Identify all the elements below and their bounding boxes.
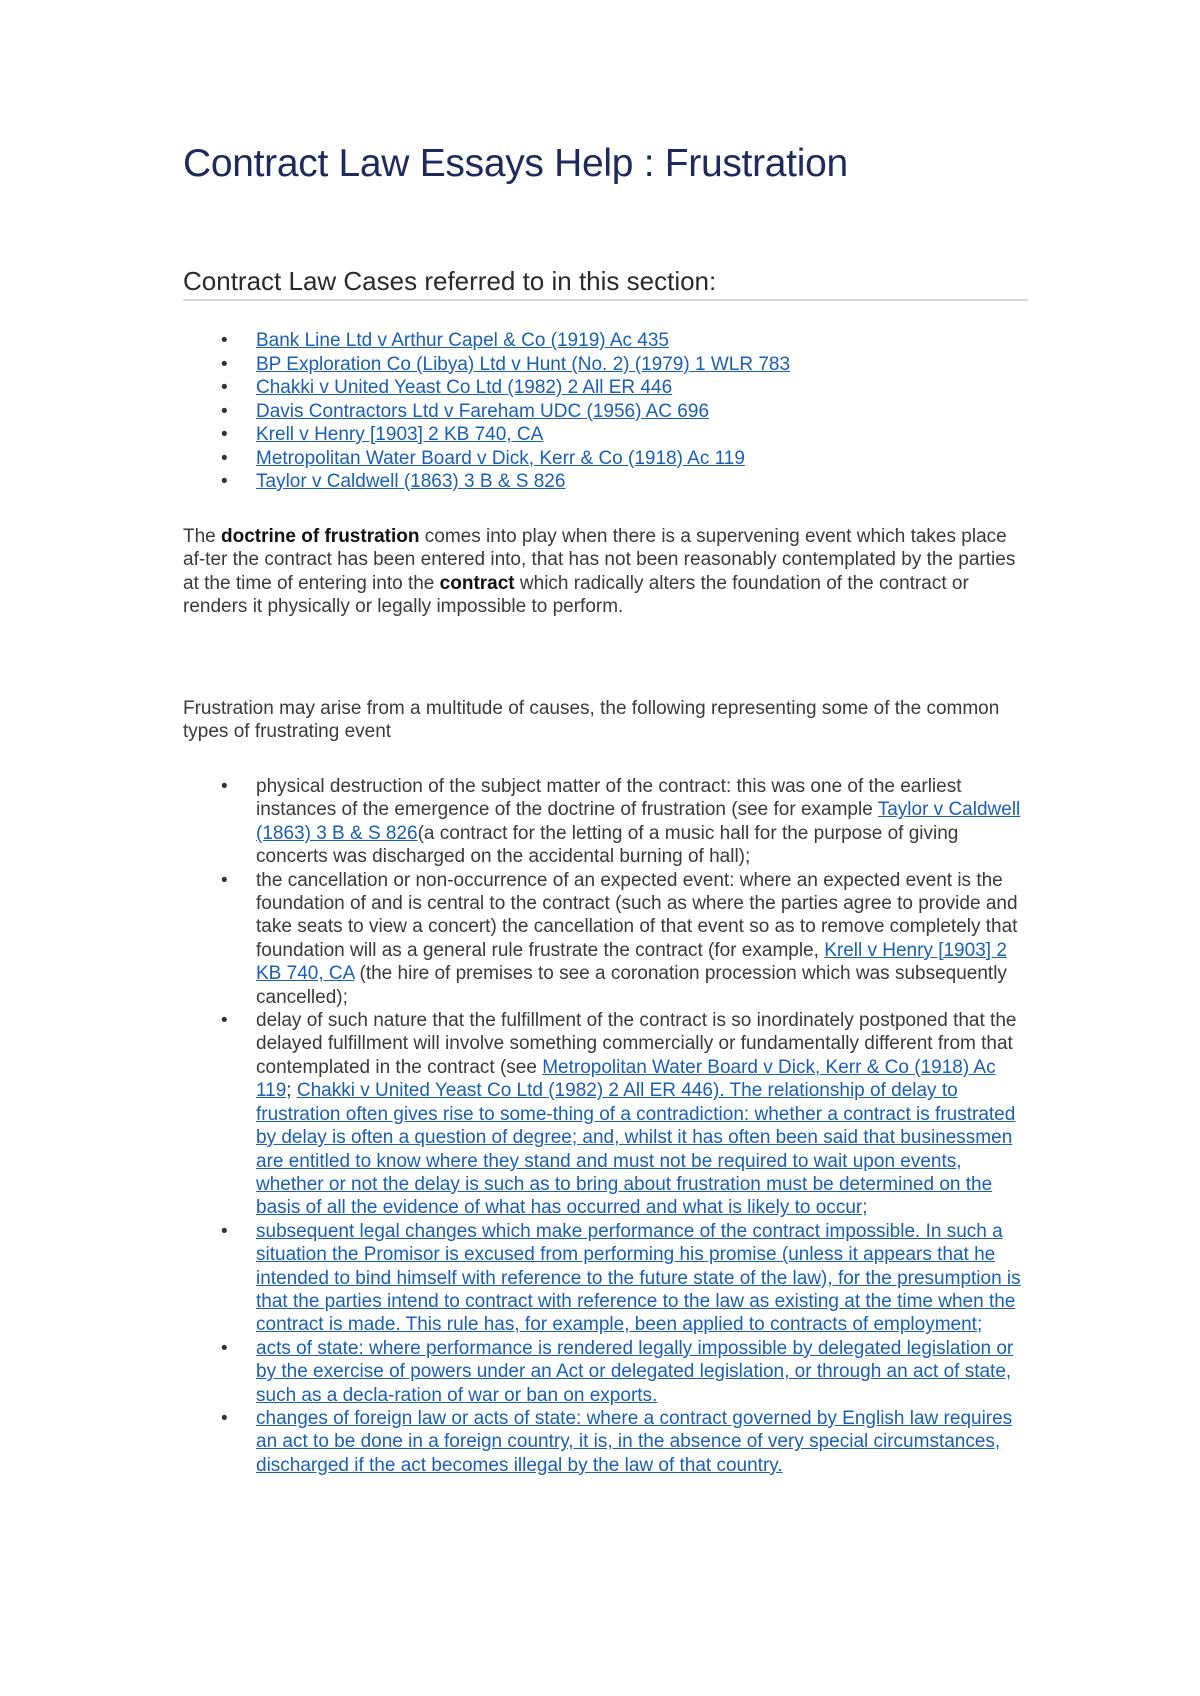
doctrine-bold: doctrine of frustration xyxy=(221,526,420,547)
case-link-taylor-v-caldwell[interactable]: Taylor v Caldwell (1863) 3 B & S 826 xyxy=(256,471,566,492)
cases-heading: Contract Law Cases referred to in this section: xyxy=(183,266,1028,301)
case-link-metropolitan-water-board-inline[interactable]: Metropolitan Water Board v Dick, Kerr & Co (1918) Ac 119 xyxy=(256,1056,996,1102)
case-link-chakki-inline[interactable]: Chakki v United Yeast Co Ltd (1982) 2 All ER 446). The relationship of delay to frustration often gives rise to some-thing of a contradiction: whether a contract is frustrated by delay is often a question of degree; and, whilst it has often been said that businessmen are entitled to know where they stand and must not be required to wait upon events, whether or not the delay is such as to bring about frustration must be determined on the basis of all the evidence of what has occurred and what is likely to occur; xyxy=(256,1080,1016,1219)
list-item xyxy=(183,447,790,471)
cases-list xyxy=(183,329,790,494)
case-link-krell-v-henry-inline[interactable]: Krell v Henry [1903] 2 KB 740, CA xyxy=(256,939,1007,985)
event-text: (the hire of premises to see a coronation procession which was subsequently cancelled); xyxy=(256,963,1007,1008)
intro-text: The xyxy=(183,526,222,547)
bullet-icon: • xyxy=(221,400,228,422)
case-link-bp-exploration[interactable]: BP Exploration Co (Libya) Ltd v Hunt (No. 2) (1979) 1 WLR 783 xyxy=(256,353,791,375)
bullet-icon: • xyxy=(221,1010,228,1032)
frustrating-events-list xyxy=(183,775,1028,1477)
list-item xyxy=(183,1407,1028,1477)
event-text: (a contract for the letting of a music hall for the purpose of giving concerts was discharged on the accidental burning of hall); xyxy=(256,822,959,868)
list-item xyxy=(183,1220,1028,1337)
list-item xyxy=(183,353,790,377)
causes-intro-paragraph: Frustration may arise from a multitude of causes, the following representing some of the common types of frustrating event xyxy=(183,698,1000,743)
event-link-acts-of-state[interactable]: acts of state: where performance is rendered legally impossible by delegated legislation or by the exercise of powers under an Act or delegated legislation, or through an act of state, such as a decla-ration of war or ban on exports. xyxy=(256,1337,1014,1406)
list-item xyxy=(183,329,790,353)
event-text: physical destruction of the subject matter of the contract: this was one of the earliest instances of the emergence of the doctrine of frustration (see for example xyxy=(256,776,962,821)
intro-text: which radically alters the foundation of the contract or renders it physically or legally impossible to perform. xyxy=(183,572,969,617)
intro-paragraph xyxy=(183,525,1028,618)
bullet-icon: • xyxy=(221,330,228,351)
list-item xyxy=(183,1009,1028,1220)
bullet-icon: • xyxy=(221,869,228,891)
contract-bold: contract xyxy=(439,572,515,594)
list-item xyxy=(183,869,1028,1009)
bullet-icon: • xyxy=(221,1220,228,1242)
list-item xyxy=(183,1337,1028,1407)
event-text: the cancellation or non-occurrence of an expected event: where an expected event is the foundation of and is central to the contract (such as where the parties agree to provide and take seats to view a concert) the cancellation of that event so as to remove completely that foundation will as a general rule frustrate the contract (for example, xyxy=(256,869,1018,961)
page-title: Contract Law Essays Help : Frustration xyxy=(183,142,848,185)
separator: ; xyxy=(286,1080,297,1102)
intro-text: comes into play when there is a supervening event which takes place af-ter the contract has been entered into, that has not been reasonably contemplated by the parties at the time of entering into the xyxy=(183,526,1016,594)
bullet-icon: • xyxy=(221,447,228,469)
case-link-chakki[interactable]: Chakki v United Yeast Co Ltd (1982) 2 All ER 446 xyxy=(256,377,673,398)
case-link-bank-line[interactable]: Bank Line Ltd v Arthur Capel & Co (1919) Ac 435 xyxy=(256,330,669,351)
list-item xyxy=(183,400,790,424)
case-link-davis-contractors[interactable]: Davis Contractors Ltd v Fareham UDC (1956) AC 696 xyxy=(256,400,710,422)
bullet-icon: • xyxy=(221,471,228,492)
bullet-icon: • xyxy=(221,424,228,445)
event-link-foreign-law[interactable]: changes of foreign law or acts of state: where a contract governed by English law requires an act to be done in a foreign country, it is, in the absence of very special circumstances, discharged if the act becomes illegal by the law of that country. xyxy=(256,1407,1013,1476)
list-item xyxy=(183,376,790,400)
list-item xyxy=(183,775,1028,869)
list-item xyxy=(183,470,790,494)
case-link-metropolitan-water-board[interactable]: Metropolitan Water Board v Dick, Kerr & Co (1918) Ac 119 xyxy=(256,447,745,469)
case-link-krell-v-henry[interactable]: Krell v Henry [1903] 2 KB 740, CA xyxy=(256,424,544,445)
bullet-icon: • xyxy=(221,353,228,375)
event-link-legal-changes[interactable]: subsequent legal changes which make performance of the contract impossible. In such a situation the Promisor is excused from performing his promise (unless it appears that he intended to bind himself with reference to the future state of the law), for the presumption is that the parties intend to contract with reference to the law as existing at the time when the contract is made. This rule has, for example, been applied to contracts of employment; xyxy=(256,1220,1021,1336)
event-text: delay of such nature that the fulfillment of the contract is so inordinately postponed that the delayed fulfillment will involve something commercially or fundamentally different from that contemplated in the contract (see xyxy=(256,1010,1017,1078)
list-item xyxy=(183,423,790,447)
bullet-icon: • xyxy=(221,1407,228,1429)
case-link-taylor-v-caldwell-inline[interactable]: Taylor v Caldwell (1863) 3 B & S 826 xyxy=(256,799,1021,844)
bullet-icon: • xyxy=(221,776,228,797)
bullet-icon: • xyxy=(221,1337,228,1359)
bullet-icon: • xyxy=(221,377,228,398)
